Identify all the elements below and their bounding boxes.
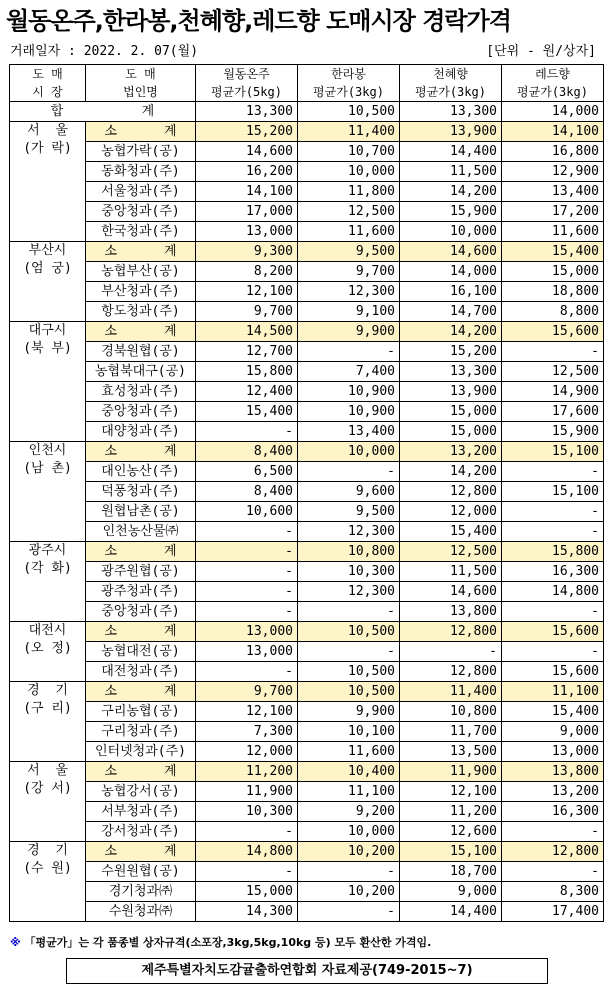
price-cell: - [298,462,400,482]
price-cell: - [196,522,298,542]
header-market: 도 매 시 장 [10,65,86,102]
page-title: 월동온주,한라봉,천혜향,레드향 도매시장 경락가격 [6,7,511,35]
price-cell: 17,400 [502,902,604,922]
price-cell: 11,800 [298,182,400,202]
note-mark: ※ [10,936,21,949]
price-cell: - [196,602,298,622]
price-cell: 15,900 [502,422,604,442]
price-cell: 10,000 [298,822,400,842]
price-cell: 13,400 [502,182,604,202]
market-district: (가 락) [23,141,72,156]
corp-name: 수원원협(공) [86,862,196,882]
subtotal-label: 소 계 [86,542,196,562]
subtotal-row [10,242,604,262]
price-cell: 8,400 [196,442,298,462]
price-cell: - [196,822,298,842]
subtotal-label: 소 계 [86,842,196,862]
price-cell: 13,800 [400,602,502,622]
price-cell: 9,700 [196,682,298,702]
subtotal-label: 소 계 [86,762,196,782]
price-cell: - [196,862,298,882]
price-cell: 8,400 [196,482,298,502]
subtotal-row [10,622,604,642]
price-cell: 14,900 [502,382,604,402]
price-cell: 12,800 [400,482,502,502]
header-product: 레드향 평균가(3kg) [502,65,604,102]
corp-name: 강서청과(주) [86,822,196,842]
price-cell: - [298,902,400,922]
price-cell: - [298,342,400,362]
price-cell: 10,500 [298,662,400,682]
corp-name: 한국청과(주) [86,222,196,242]
price-cell: 12,800 [502,842,604,862]
price-cell: 10,800 [400,702,502,722]
price-cell: 11,900 [400,762,502,782]
subtotal-label: 소 계 [86,442,196,462]
price-cell: - [502,342,604,362]
table-row [10,822,604,842]
price-cell: 18,800 [502,282,604,302]
price-cell: 10,900 [298,382,400,402]
corp-name: 구리청과(주) [86,722,196,742]
price-cell: 14,300 [196,902,298,922]
price-cell: 13,900 [400,122,502,142]
price-cell: 9,900 [298,322,400,342]
table-row [10,362,604,382]
price-cell: 15,100 [502,442,604,462]
price-cell: 10,900 [298,402,400,422]
price-cell: 15,800 [196,362,298,382]
price-cell: - [502,522,604,542]
market-name [10,762,86,842]
corp-name: 항도청과(주) [86,302,196,322]
price-cell: 15,400 [400,522,502,542]
market-district: (구 리) [23,701,72,716]
price-cell: 14,400 [400,142,502,162]
table-row [10,422,604,442]
price-cell: 12,400 [196,382,298,402]
corp-name: 부산청과(주) [86,282,196,302]
corp-name: 대인농산(주) [86,462,196,482]
price-cell: 13,400 [298,422,400,442]
price-cell: 12,000 [196,742,298,762]
table-row [10,662,604,682]
grand-total-cell: 13,300 [196,102,298,122]
price-cell: 7,400 [298,362,400,382]
price-cell: 11,200 [400,802,502,822]
price-cell: - [502,862,604,882]
price-cell: 10,000 [298,442,400,462]
price-cell: - [196,582,298,602]
source-credit: 제주특별자치도감귤출하연합회 자료제공(749-2015~7) [66,958,548,984]
price-cell: 9,700 [298,262,400,282]
price-cell: 14,200 [400,322,502,342]
price-cell: 12,500 [298,202,400,222]
corp-name: 농협북대구(공) [86,362,196,382]
corp-name: 경북원협(공) [86,342,196,362]
price-cell: 16,300 [502,802,604,822]
price-cell: - [502,642,604,662]
table-row [10,182,604,202]
price-cell: 12,000 [400,502,502,522]
price-cell: 12,600 [400,822,502,842]
footnote [10,935,604,951]
price-cell: 15,900 [400,202,502,222]
grand-total-cell: 10,500 [298,102,400,122]
price-cell: 13,900 [400,382,502,402]
corp-name: 인터넷청과(주) [86,742,196,762]
price-cell: 14,200 [400,462,502,482]
price-cell: 13,000 [196,222,298,242]
market-name [10,682,86,762]
market-district: (엄 궁) [23,261,72,276]
market-name [10,842,86,922]
note-text: 「평균가」는 각 품종별 상자규격(소포장,3kg,5kg,10kg 등) 모두 환산한 가격임. [24,936,432,949]
market-city: 대구시 [28,323,67,338]
price-cell: 17,600 [502,402,604,422]
table-row [10,902,604,922]
subtotal-label: 소 계 [86,622,196,642]
price-cell: 11,400 [400,682,502,702]
market-city: 서 울 [27,123,68,138]
price-cell: 14,700 [400,302,502,322]
corp-name: 농협대전(공) [86,642,196,662]
price-cell: - [502,822,604,842]
table-row [10,302,604,322]
price-cell: 15,100 [502,482,604,502]
price-cell: 15,600 [502,662,604,682]
corp-name: 중앙청과(주) [86,602,196,622]
price-cell: 16,800 [502,142,604,162]
price-cell: - [196,542,298,562]
market-city: 인천시 [28,443,67,458]
market-district: (남 촌) [23,461,72,476]
price-cell: 11,500 [400,162,502,182]
market-name [10,322,86,442]
price-cell: 10,700 [298,142,400,162]
corp-name: 인천농산물㈜ [86,522,196,542]
price-cell: 12,100 [400,782,502,802]
price-cell: - [502,602,604,622]
header-corp: 도 매 법인명 [86,65,196,102]
trade-date: 거래일자 : 2022. 2. 07(월) [10,44,199,59]
price-cell: 17,200 [502,202,604,222]
price-cell: 13,800 [502,762,604,782]
price-cell: 11,200 [196,762,298,782]
price-cell: 8,300 [502,882,604,902]
price-cell: 13,000 [502,742,604,762]
price-cell: 11,600 [298,222,400,242]
subtotal-label: 소 계 [86,122,196,142]
table-row [10,142,604,162]
price-cell: 14,100 [502,122,604,142]
table-row [10,402,604,422]
price-cell: 9,100 [298,302,400,322]
market-district: (각 화) [23,561,72,576]
corp-name: 대전청과(주) [86,662,196,682]
price-cell: 9,900 [298,702,400,722]
table-row [10,702,604,722]
price-cell: 9,700 [196,302,298,322]
price-cell: 8,800 [502,302,604,322]
corp-name: 광주청과(주) [86,582,196,602]
table-row [10,382,604,402]
header-product: 천혜향 평균가(3kg) [400,65,502,102]
price-cell: 9,600 [298,482,400,502]
corp-name: 경기청과㈜ [86,882,196,902]
price-cell: 10,500 [298,622,400,642]
corp-name: 덕풍청과(주) [86,482,196,502]
header-product: 한라봉 평균가(3kg) [298,65,400,102]
table-row [10,782,604,802]
table-row [10,562,604,582]
table-row [10,582,604,602]
price-cell: 15,000 [400,402,502,422]
price-cell: 10,000 [400,222,502,242]
table-row [10,202,604,222]
price-cell: 14,600 [400,582,502,602]
table-row [10,262,604,282]
price-cell: 6,500 [196,462,298,482]
price-cell: 12,300 [298,522,400,542]
price-cell: - [298,602,400,622]
price-cell: 12,700 [196,342,298,362]
market-district: (오 정) [23,641,72,656]
market-city: 광주시 [28,543,67,558]
price-cell: 11,100 [298,782,400,802]
price-cell: 13,000 [196,622,298,642]
subtotal-label: 소 계 [86,682,196,702]
price-cell: 10,500 [298,682,400,702]
price-cell: 14,500 [196,322,298,342]
price-cell: 16,300 [502,562,604,582]
price-cell: 14,800 [502,582,604,602]
price-cell: 15,600 [502,622,604,642]
subtotal-row [10,542,604,562]
price-cell: 16,200 [196,162,298,182]
market-district: (강 서) [23,781,72,796]
date-line [10,42,602,62]
market-city: 서 울 [27,763,68,778]
price-cell: 12,800 [400,622,502,642]
table-row [10,342,604,362]
price-cell: 14,600 [196,142,298,162]
price-cell: 10,000 [298,162,400,182]
market-district: (수 원) [23,861,72,876]
table-row [10,602,604,622]
price-cell: 15,000 [196,882,298,902]
header-product: 월동온주 평균가(5kg) [196,65,298,102]
market-name [10,122,86,242]
price-cell: 15,600 [502,322,604,342]
corp-name: 원협남촌(공) [86,502,196,522]
market-name [10,542,86,622]
price-cell: 16,100 [400,282,502,302]
table-row [10,802,604,822]
price-cell: 14,400 [400,902,502,922]
price-cell: 11,700 [400,722,502,742]
market-city: 경 기 [27,683,68,698]
table-row [10,862,604,882]
price-cell: 17,000 [196,202,298,222]
market-district: (북 부) [23,341,72,356]
price-cell: - [502,502,604,522]
price-cell: 12,500 [502,362,604,382]
price-cell: 11,600 [502,222,604,242]
price-cell: 13,200 [400,442,502,462]
price-cell: 10,800 [298,542,400,562]
table-row [10,742,604,762]
corp-name: 중앙청과(주) [86,202,196,222]
market-name [10,622,86,682]
corp-name: 효성청과(주) [86,382,196,402]
market-city: 경 기 [27,843,68,858]
price-cell: - [298,862,400,882]
price-cell: 12,900 [502,162,604,182]
price-cell: - [298,642,400,662]
price-cell: 14,000 [400,262,502,282]
price-cell: 9,500 [298,502,400,522]
corp-name: 수원청과㈜ [86,902,196,922]
price-cell: 10,400 [298,762,400,782]
price-cell: 15,200 [196,122,298,142]
price-cell: 14,100 [196,182,298,202]
corp-name: 광주원협(공) [86,562,196,582]
price-cell: 10,100 [298,722,400,742]
price-cell: 14,800 [196,842,298,862]
price-cell: 12,100 [196,702,298,722]
corp-name: 중앙청과(주) [86,402,196,422]
grand-total-cell: 14,000 [502,102,604,122]
price-cell: 10,300 [298,562,400,582]
grand-total-label: 합 계 [10,102,196,122]
price-cell: 15,000 [400,422,502,442]
table-row [10,482,604,502]
price-cell: - [400,642,502,662]
price-cell: 7,300 [196,722,298,742]
price-cell: 9,200 [298,802,400,822]
market-name [10,242,86,322]
price-cell: 12,300 [298,282,400,302]
price-cell: 14,200 [400,182,502,202]
price-cell: 13,500 [400,742,502,762]
corp-name: 대양청과(주) [86,422,196,442]
price-cell: 8,200 [196,262,298,282]
subtotal-row [10,442,604,462]
grand-total-row [10,102,604,122]
price-cell: 15,800 [502,542,604,562]
price-cell: 14,600 [400,242,502,262]
price-cell: 15,200 [400,342,502,362]
corp-name: 구리농협(공) [86,702,196,722]
price-cell: 9,300 [196,242,298,262]
table-row [10,502,604,522]
price-cell: 12,500 [400,542,502,562]
header-row [10,65,604,102]
market-city: 대전시 [28,623,67,638]
price-cell: 15,400 [502,702,604,722]
table-row [10,882,604,902]
price-cell: - [502,462,604,482]
price-cell: 10,600 [196,502,298,522]
table-row [10,642,604,662]
subtotal-label: 소 계 [86,242,196,262]
subtotal-row [10,122,604,142]
subtotal-row [10,762,604,782]
price-cell: 11,400 [298,122,400,142]
price-cell: 12,800 [400,662,502,682]
grand-total-cell: 13,300 [400,102,502,122]
price-cell: 11,600 [298,742,400,762]
price-cell: 18,700 [400,862,502,882]
subtotal-row [10,842,604,862]
market-name [10,442,86,542]
price-cell: - [196,562,298,582]
subtotal-label: 소 계 [86,322,196,342]
table-row [10,522,604,542]
price-cell: 15,400 [196,402,298,422]
price-cell: 9,500 [298,242,400,262]
price-cell: 9,000 [502,722,604,742]
price-cell: 12,300 [298,582,400,602]
corp-name: 서울청과(주) [86,182,196,202]
corp-name: 동화청과(주) [86,162,196,182]
price-cell: 10,200 [298,882,400,902]
corp-name: 서부청과(주) [86,802,196,822]
price-cell: - [196,422,298,442]
table-row [10,222,604,242]
price-cell: 15,100 [400,842,502,862]
table-row [10,282,604,302]
price-cell: 13,000 [196,642,298,662]
price-cell: 13,300 [400,362,502,382]
corp-name: 농협가락(공) [86,142,196,162]
table-row [10,722,604,742]
price-cell: - [196,662,298,682]
price-table [9,64,604,922]
market-city: 부산시 [28,243,67,258]
price-cell: 9,000 [400,882,502,902]
price-cell: 10,200 [298,842,400,862]
price-cell: 15,000 [502,262,604,282]
corp-name: 농협강서(공) [86,782,196,802]
price-cell: 11,100 [502,682,604,702]
table-row [10,462,604,482]
table-row [10,162,604,182]
subtotal-row [10,322,604,342]
price-cell: 12,100 [196,282,298,302]
price-cell: 11,500 [400,562,502,582]
price-cell: 11,900 [196,782,298,802]
subtotal-row [10,682,604,702]
unit-label: [단위 - 원/상자] [486,44,596,59]
price-cell: 15,400 [502,242,604,262]
price-cell: 10,300 [196,802,298,822]
price-cell: 13,200 [502,782,604,802]
corp-name: 농협부산(공) [86,262,196,282]
